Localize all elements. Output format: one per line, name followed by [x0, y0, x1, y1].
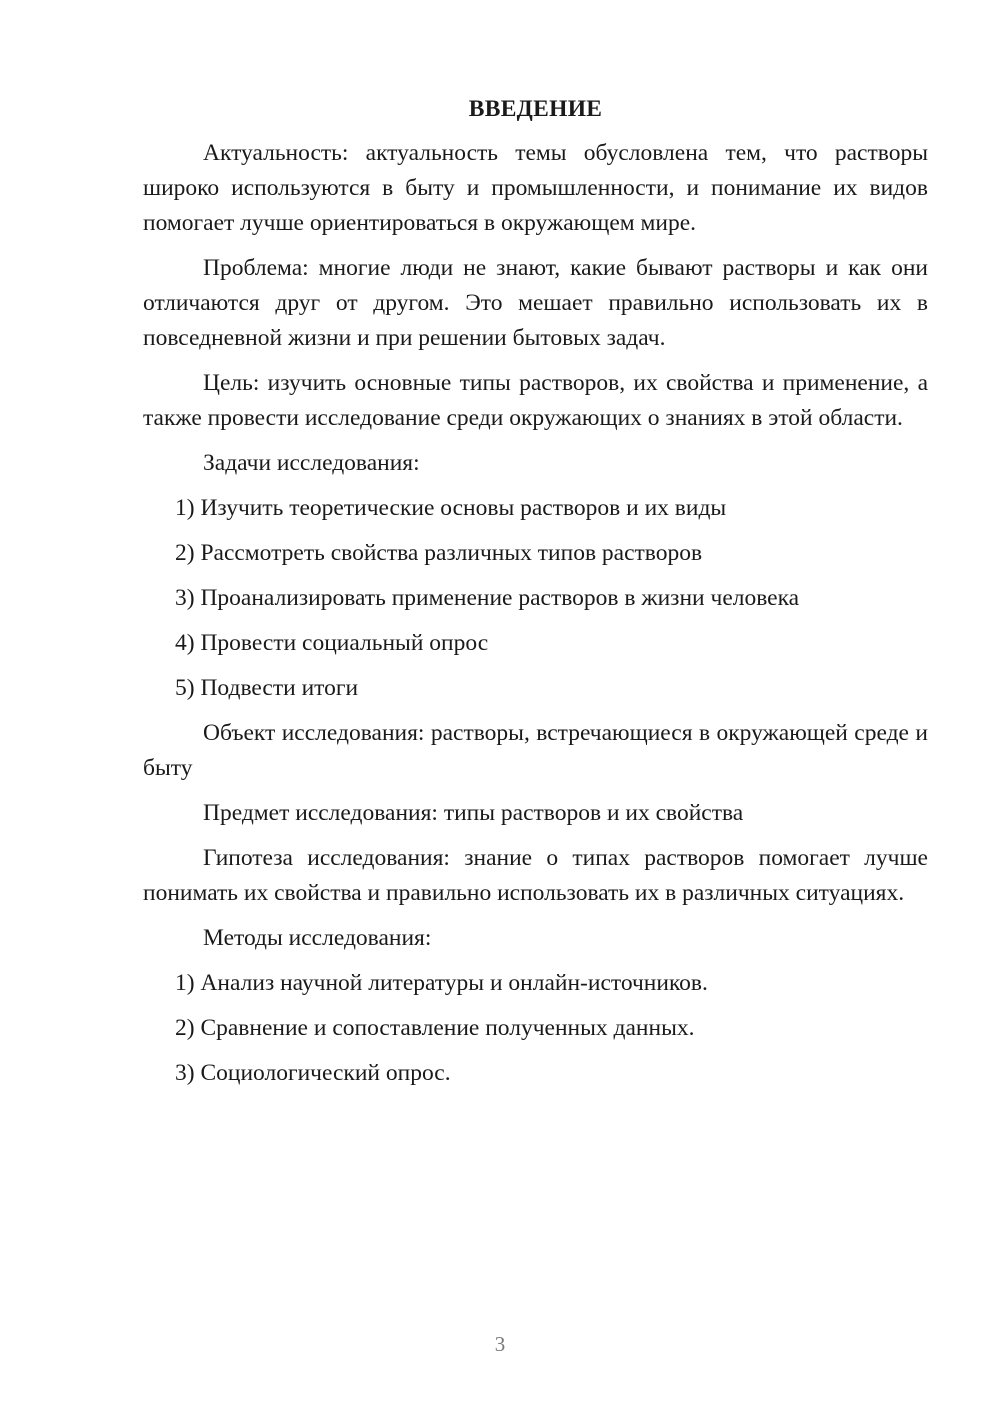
list-item: 5) Подвести итоги: [175, 675, 359, 701]
methods-heading: Методы исследования:: [203, 925, 432, 951]
goal-paragraph: Цель: изучить основные типы растворов, их свойства и применение, а также провести исследование среди окружающих о знаниях в этой области.: [143, 370, 928, 431]
subject-paragraph: Предмет исследования: типы растворов и их свойства: [203, 800, 744, 826]
tasks-list: [143, 491, 928, 706]
section-title: ВВЕДЕНИЕ: [468, 96, 603, 122]
list-item: 4) Провести социальный опрос: [175, 630, 489, 656]
hypothesis-paragraph: Гипотеза исследования: знание о типах растворов помогает лучше понимать их свойства и правильно использовать их в различных ситуациях.: [143, 845, 928, 906]
methods-list: [143, 966, 928, 1091]
list-item: 2) Рассмотреть свойства различных типов растворов: [175, 540, 703, 566]
problem-paragraph: Проблема: многие люди не знают, какие бывают растворы и как они отличаются друг от другом. Это мешает правильно использовать их в повседневной жизни и при решении бытовых задач.: [143, 255, 928, 351]
list-item: 3) Проанализировать применение растворов в жизни человека: [175, 585, 800, 611]
list-item: 1) Изучить теоретические основы растворов и их виды: [175, 495, 727, 521]
object-paragraph: Объект исследования: растворы, встречающиеся в окружающей среде и быту: [143, 720, 928, 781]
tasks-heading: Задачи исследования:: [203, 450, 420, 476]
list-item: 1) Анализ научной литературы и онлайн-источников.: [175, 970, 708, 996]
list-item: 2) Сравнение и сопоставление полученных данных.: [175, 1015, 695, 1041]
page-number: 3: [494, 1332, 506, 1356]
list-item: 3) Социологический опрос.: [175, 1060, 451, 1086]
document-page: [143, 92, 928, 1101]
relevance-paragraph: Актуальность: актуальность темы обусловлена тем, что растворы широко используются в быту и промышленности, и понимание их видов помогает лучше ориентироваться в окружающем мире.: [143, 140, 928, 236]
